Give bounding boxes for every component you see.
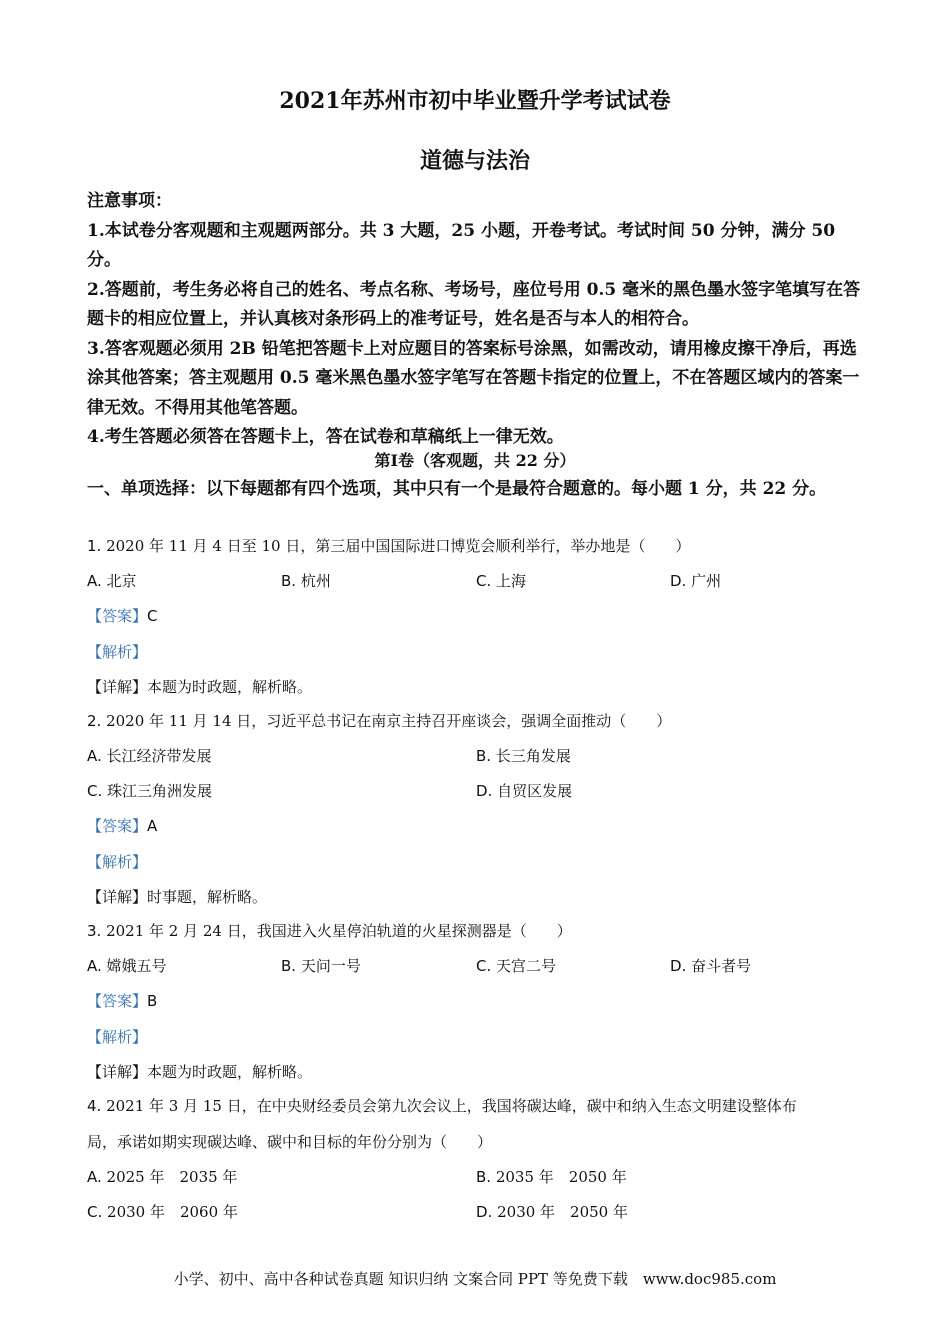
option-a bbox=[87, 956, 167, 976]
answer-label: 【答案】 bbox=[87, 607, 148, 625]
option-c bbox=[87, 1202, 238, 1222]
analysis-line bbox=[87, 1027, 147, 1047]
analysis-label: 【解析】 bbox=[87, 643, 148, 661]
question-text: 2020 年 11 月 14 日，习近平总书记在南京主持召开座谈会，强调全面推动（ ） bbox=[106, 712, 672, 730]
notice-item: 2.答题前，考生务必将自己的姓名、考点名称、考场号，座位号用 0.5 毫米的黑色墨水签字笔填写在答题卡的相应位置上，并认真核对条形码上的准考证号，姓名是否与本人的相符合。 bbox=[87, 279, 861, 329]
option-text: 长江经济带发展 bbox=[106, 747, 212, 765]
option-d bbox=[670, 956, 751, 976]
option-letter: B. bbox=[281, 572, 297, 590]
question-stem bbox=[87, 536, 690, 556]
page-footer: 小学、初中、高中各种试卷真题 知识归纳 文案合同 PPT 等免费下载 www.doc985.com bbox=[173, 1270, 777, 1288]
answer-line bbox=[87, 816, 157, 836]
notice-heading: 注意事项： bbox=[87, 191, 172, 211]
answer-line bbox=[87, 606, 158, 626]
option-letter: D. bbox=[476, 1203, 493, 1221]
part-intro: 一、单项选择：以下每题都有四个选项，其中只有一个是最符合题意的。每小题 1 分，共 22 分。 bbox=[87, 479, 827, 499]
notice-item: 4.考生答题必须答在答题卡上，答在试卷和草稿纸上一律无效。 bbox=[87, 427, 564, 447]
option-c bbox=[87, 781, 212, 801]
option-b bbox=[476, 746, 571, 766]
answer-value: A bbox=[147, 817, 158, 835]
analysis-line bbox=[87, 852, 147, 872]
option-letter: C. bbox=[476, 957, 492, 975]
option-text: 长三角发展 bbox=[495, 747, 571, 765]
question-number: 4. bbox=[87, 1097, 102, 1115]
option-letter: D. bbox=[670, 957, 687, 975]
option-text: 奋斗者号 bbox=[691, 957, 752, 975]
option-c bbox=[476, 956, 556, 976]
detail-line bbox=[87, 677, 312, 697]
question-stem bbox=[87, 711, 671, 731]
option-d bbox=[476, 1202, 628, 1222]
answer-value: C bbox=[147, 607, 158, 625]
option-text: 杭州 bbox=[300, 572, 331, 590]
option-text: 上海 bbox=[496, 572, 527, 590]
option-text: 2025 年 2035 年 bbox=[106, 1168, 238, 1186]
exam-title: 2021年苏州市初中毕业暨升学考试试卷 bbox=[279, 88, 671, 114]
answer-value: B bbox=[147, 992, 158, 1010]
question-number: 1. bbox=[87, 537, 102, 555]
question-text: 2021 年 2 月 24 日，我国进入火星停泊轨道的火星探测器是（ ） bbox=[106, 922, 572, 940]
detail-label: 【详解】 bbox=[87, 678, 148, 696]
option-a bbox=[87, 1167, 237, 1187]
option-a bbox=[87, 746, 212, 766]
option-text: 北京 bbox=[106, 572, 137, 590]
option-letter: D. bbox=[476, 782, 493, 800]
option-letter: C. bbox=[476, 572, 492, 590]
detail-text: 本题为时政题，解析略。 bbox=[147, 1063, 313, 1081]
option-text: 天问一号 bbox=[300, 957, 361, 975]
notice-item: 3.答客观题必须用 2B 铅笔把答题卡上对应题目的答案标号涂黑，如需改动，请用橡皮擦干净后，再选涂其他答案；答主观题用 0.5 毫米黑色墨水签字笔写在答题卡指定的位置上，不在答题区域内的答案一律无效。不得用其他笔答题。 bbox=[87, 338, 860, 418]
answer-label: 【答案】 bbox=[87, 992, 148, 1010]
exam-subject: 道德与法治 bbox=[419, 148, 530, 174]
option-letter: B. bbox=[281, 957, 297, 975]
detail-text: 本题为时政题，解析略。 bbox=[147, 678, 313, 696]
option-letter: D. bbox=[670, 572, 687, 590]
option-text: 广州 bbox=[691, 572, 722, 590]
option-text: 嫦娥五号 bbox=[106, 957, 167, 975]
detail-text: 时事题，解析略。 bbox=[147, 888, 268, 906]
option-text: 天宫二号 bbox=[496, 957, 557, 975]
question-stem bbox=[87, 921, 572, 941]
option-letter: A. bbox=[87, 1168, 102, 1186]
question-stem bbox=[87, 1096, 797, 1116]
notice-item: 1.本试卷分客观题和主观题两部分。共 3 大题，25 小题，开卷考试。考试时间 50 分钟，满分 50 分。 bbox=[87, 220, 836, 270]
detail-line bbox=[87, 887, 267, 907]
option-text: 2035 年 2050 年 bbox=[495, 1168, 627, 1186]
detail-label: 【详解】 bbox=[87, 1063, 148, 1081]
option-letter: C. bbox=[87, 1203, 103, 1221]
question-text: 2020 年 11 月 4 日至 10 日，第三届中国国际进口博览会顺利举行，举办地是（ ） bbox=[106, 537, 691, 555]
option-letter: A. bbox=[87, 747, 102, 765]
option-text: 自贸区发展 bbox=[497, 782, 573, 800]
option-letter: B. bbox=[476, 1168, 492, 1186]
option-c bbox=[476, 571, 526, 591]
option-text: 珠江三角洲发展 bbox=[107, 782, 213, 800]
question-number: 3. bbox=[87, 922, 102, 940]
option-b bbox=[281, 571, 331, 591]
option-b bbox=[281, 956, 361, 976]
detail-line bbox=[87, 1062, 312, 1082]
detail-label: 【详解】 bbox=[87, 888, 148, 906]
answer-label: 【答案】 bbox=[87, 817, 148, 835]
question-stem-continued: 局，承诺如期实现碳达峰、碳中和目标的年份分别为（ ） bbox=[87, 1133, 493, 1151]
analysis-label: 【解析】 bbox=[87, 853, 148, 871]
question-text: 2021 年 3 月 15 日，在中央财经委员会第九次会议上，我国将碳达峰，碳中和纳入生态文明建设整体布 bbox=[106, 1097, 797, 1115]
option-text: 2030 年 2050 年 bbox=[497, 1203, 628, 1221]
option-text: 2030 年 2060 年 bbox=[107, 1203, 238, 1221]
answer-line bbox=[87, 991, 157, 1011]
analysis-label: 【解析】 bbox=[87, 1028, 148, 1046]
section-heading: 第Ⅰ卷（客观题，共 22 分） bbox=[374, 451, 576, 470]
option-letter: C. bbox=[87, 782, 103, 800]
notice-block bbox=[87, 187, 863, 453]
option-letter: A. bbox=[87, 572, 102, 590]
option-letter: A. bbox=[87, 957, 102, 975]
option-b bbox=[476, 1167, 627, 1187]
analysis-line bbox=[87, 642, 147, 662]
option-d bbox=[670, 571, 721, 591]
option-d bbox=[476, 781, 572, 801]
option-letter: B. bbox=[476, 747, 492, 765]
option-a bbox=[87, 571, 137, 591]
question-number: 2. bbox=[87, 712, 102, 730]
